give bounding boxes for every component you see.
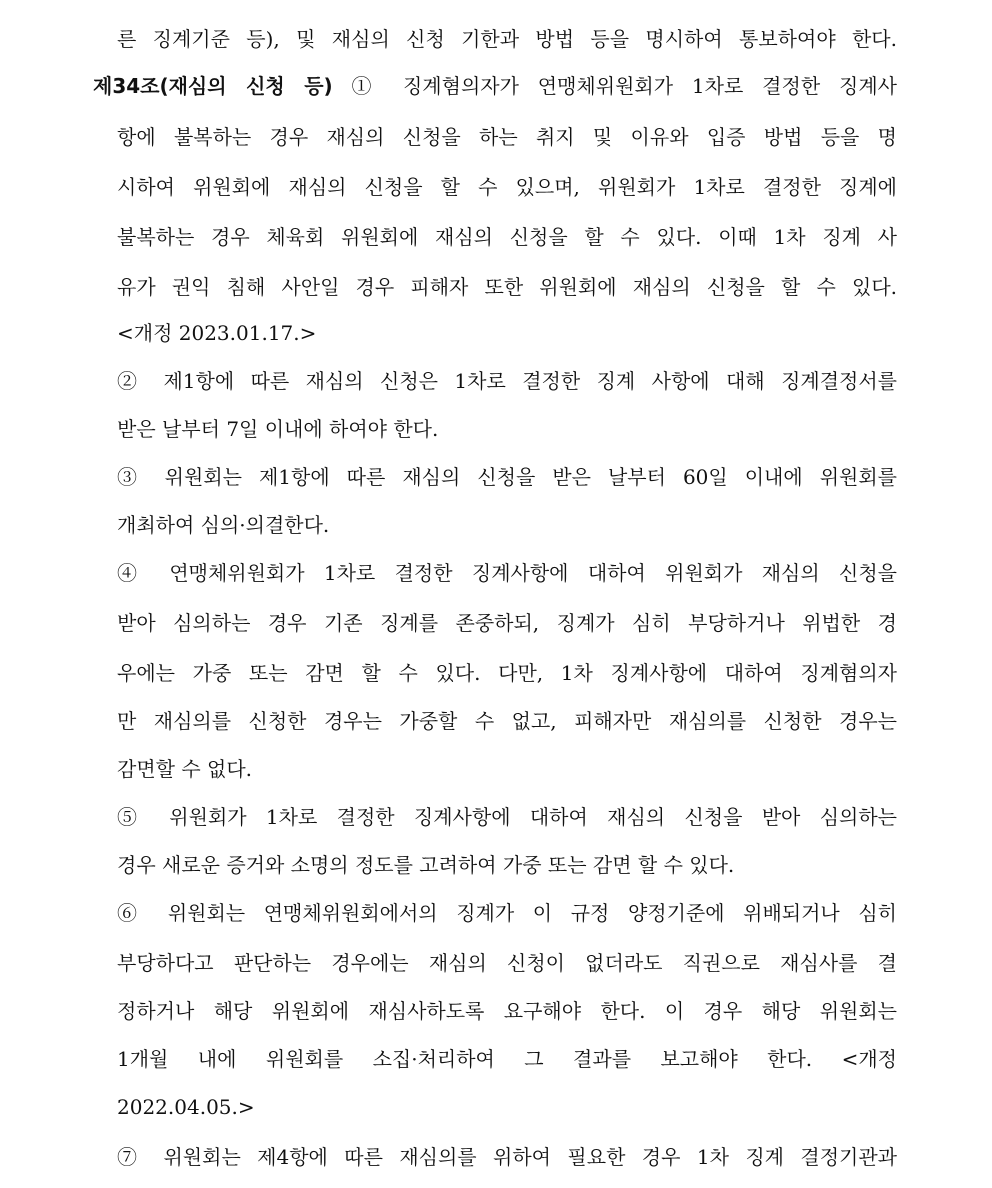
amendment-note: 2022.04.05.> <box>117 1095 255 1119</box>
paragraph-line: 받은 날부터 7일 이내에 하여야 한다. <box>117 417 439 441</box>
clause-5-line: ⑤ 위원회가 1차로 결정한 징계사항에 대하여 재심의 신청을 받아 심의하는 <box>117 805 897 829</box>
paragraph-line: 우에는 가중 또는 감면 할 수 있다. 다만, 1차 징계사항에 대하여 징계혐의자 <box>117 661 897 685</box>
paragraph-line: 부당하다고 판단하는 경우에는 재심의 신청이 없더라도 직권으로 재심사를 결 <box>117 951 897 975</box>
paragraph-line: 른 징계기준 등), 및 재심의 신청 기한과 방법 등을 명시하여 통보하여야 한다. <box>117 27 897 51</box>
paragraph-line: 1개월 내에 위원회를 소집·처리하여 그 결과를 보고해야 한다. <개정 <box>117 1047 897 1071</box>
paragraph-line: 개최하여 심의·의결한다. <box>117 513 330 537</box>
paragraph-line: 경우 새로운 증거와 소명의 정도를 고려하여 가중 또는 감면 할 수 있다. <box>117 853 735 877</box>
article-title: 제34조(재심의 신청 등) <box>93 74 333 98</box>
clause-6-line: ⑥ 위원회는 연맹체위원회에서의 징계가 이 규정 양정기준에 위배되거나 심히 <box>117 901 897 925</box>
paragraph-line: 받아 심의하는 경우 기존 징계를 존중하되, 징계가 심히 부당하거나 위법한 경 <box>117 611 897 635</box>
paragraph-line: 불복하는 경우 체육회 위원회에 재심의 신청을 할 수 있다. 이때 1차 징계 사 <box>117 225 897 249</box>
paragraph-line: 감면할 수 없다. <box>117 757 252 781</box>
clause-4-line: ④ 연맹체위원회가 1차로 결정한 징계사항에 대하여 위원회가 재심의 신청을 <box>117 561 897 585</box>
paragraph-line: 항에 불복하는 경우 재심의 신청을 하는 취지 및 이유와 입증 방법 등을 명 <box>117 125 897 149</box>
article-first-clause: ① 징계혐의자가 연맹체위원회가 1차로 결정한 징계사 <box>332 74 897 98</box>
paragraph-line: 정하거나 해당 위원회에 재심사하도록 요구해야 한다. 이 경우 해당 위원회는 <box>117 999 897 1023</box>
clause-7-line: ⑦ 위원회는 제4항에 따른 재심의를 위하여 필요한 경우 1차 징계 결정기관과 <box>117 1145 897 1169</box>
paragraph-line: 만 재심의를 신청한 경우는 가중할 수 없고, 피해자만 재심의를 신청한 경우는 <box>117 709 897 733</box>
paragraph-line: 유가 권익 침해 사안일 경우 피해자 또한 위원회에 재심의 신청을 할 수 있다. <box>117 275 897 299</box>
clause-2-line: ② 제1항에 따른 재심의 신청은 1차로 결정한 징계 사항에 대해 징계결정서를 <box>117 369 897 393</box>
paragraph-line: 시하여 위원회에 재심의 신청을 할 수 있으며, 위원회가 1차로 결정한 징계에 <box>117 175 897 199</box>
amendment-note: <개정 2023.01.17.> <box>117 321 317 345</box>
article-heading-line <box>93 71 897 101</box>
clause-3-line: ③ 위원회는 제1항에 따른 재심의 신청을 받은 날부터 60일 이내에 위원회를 <box>117 465 897 489</box>
